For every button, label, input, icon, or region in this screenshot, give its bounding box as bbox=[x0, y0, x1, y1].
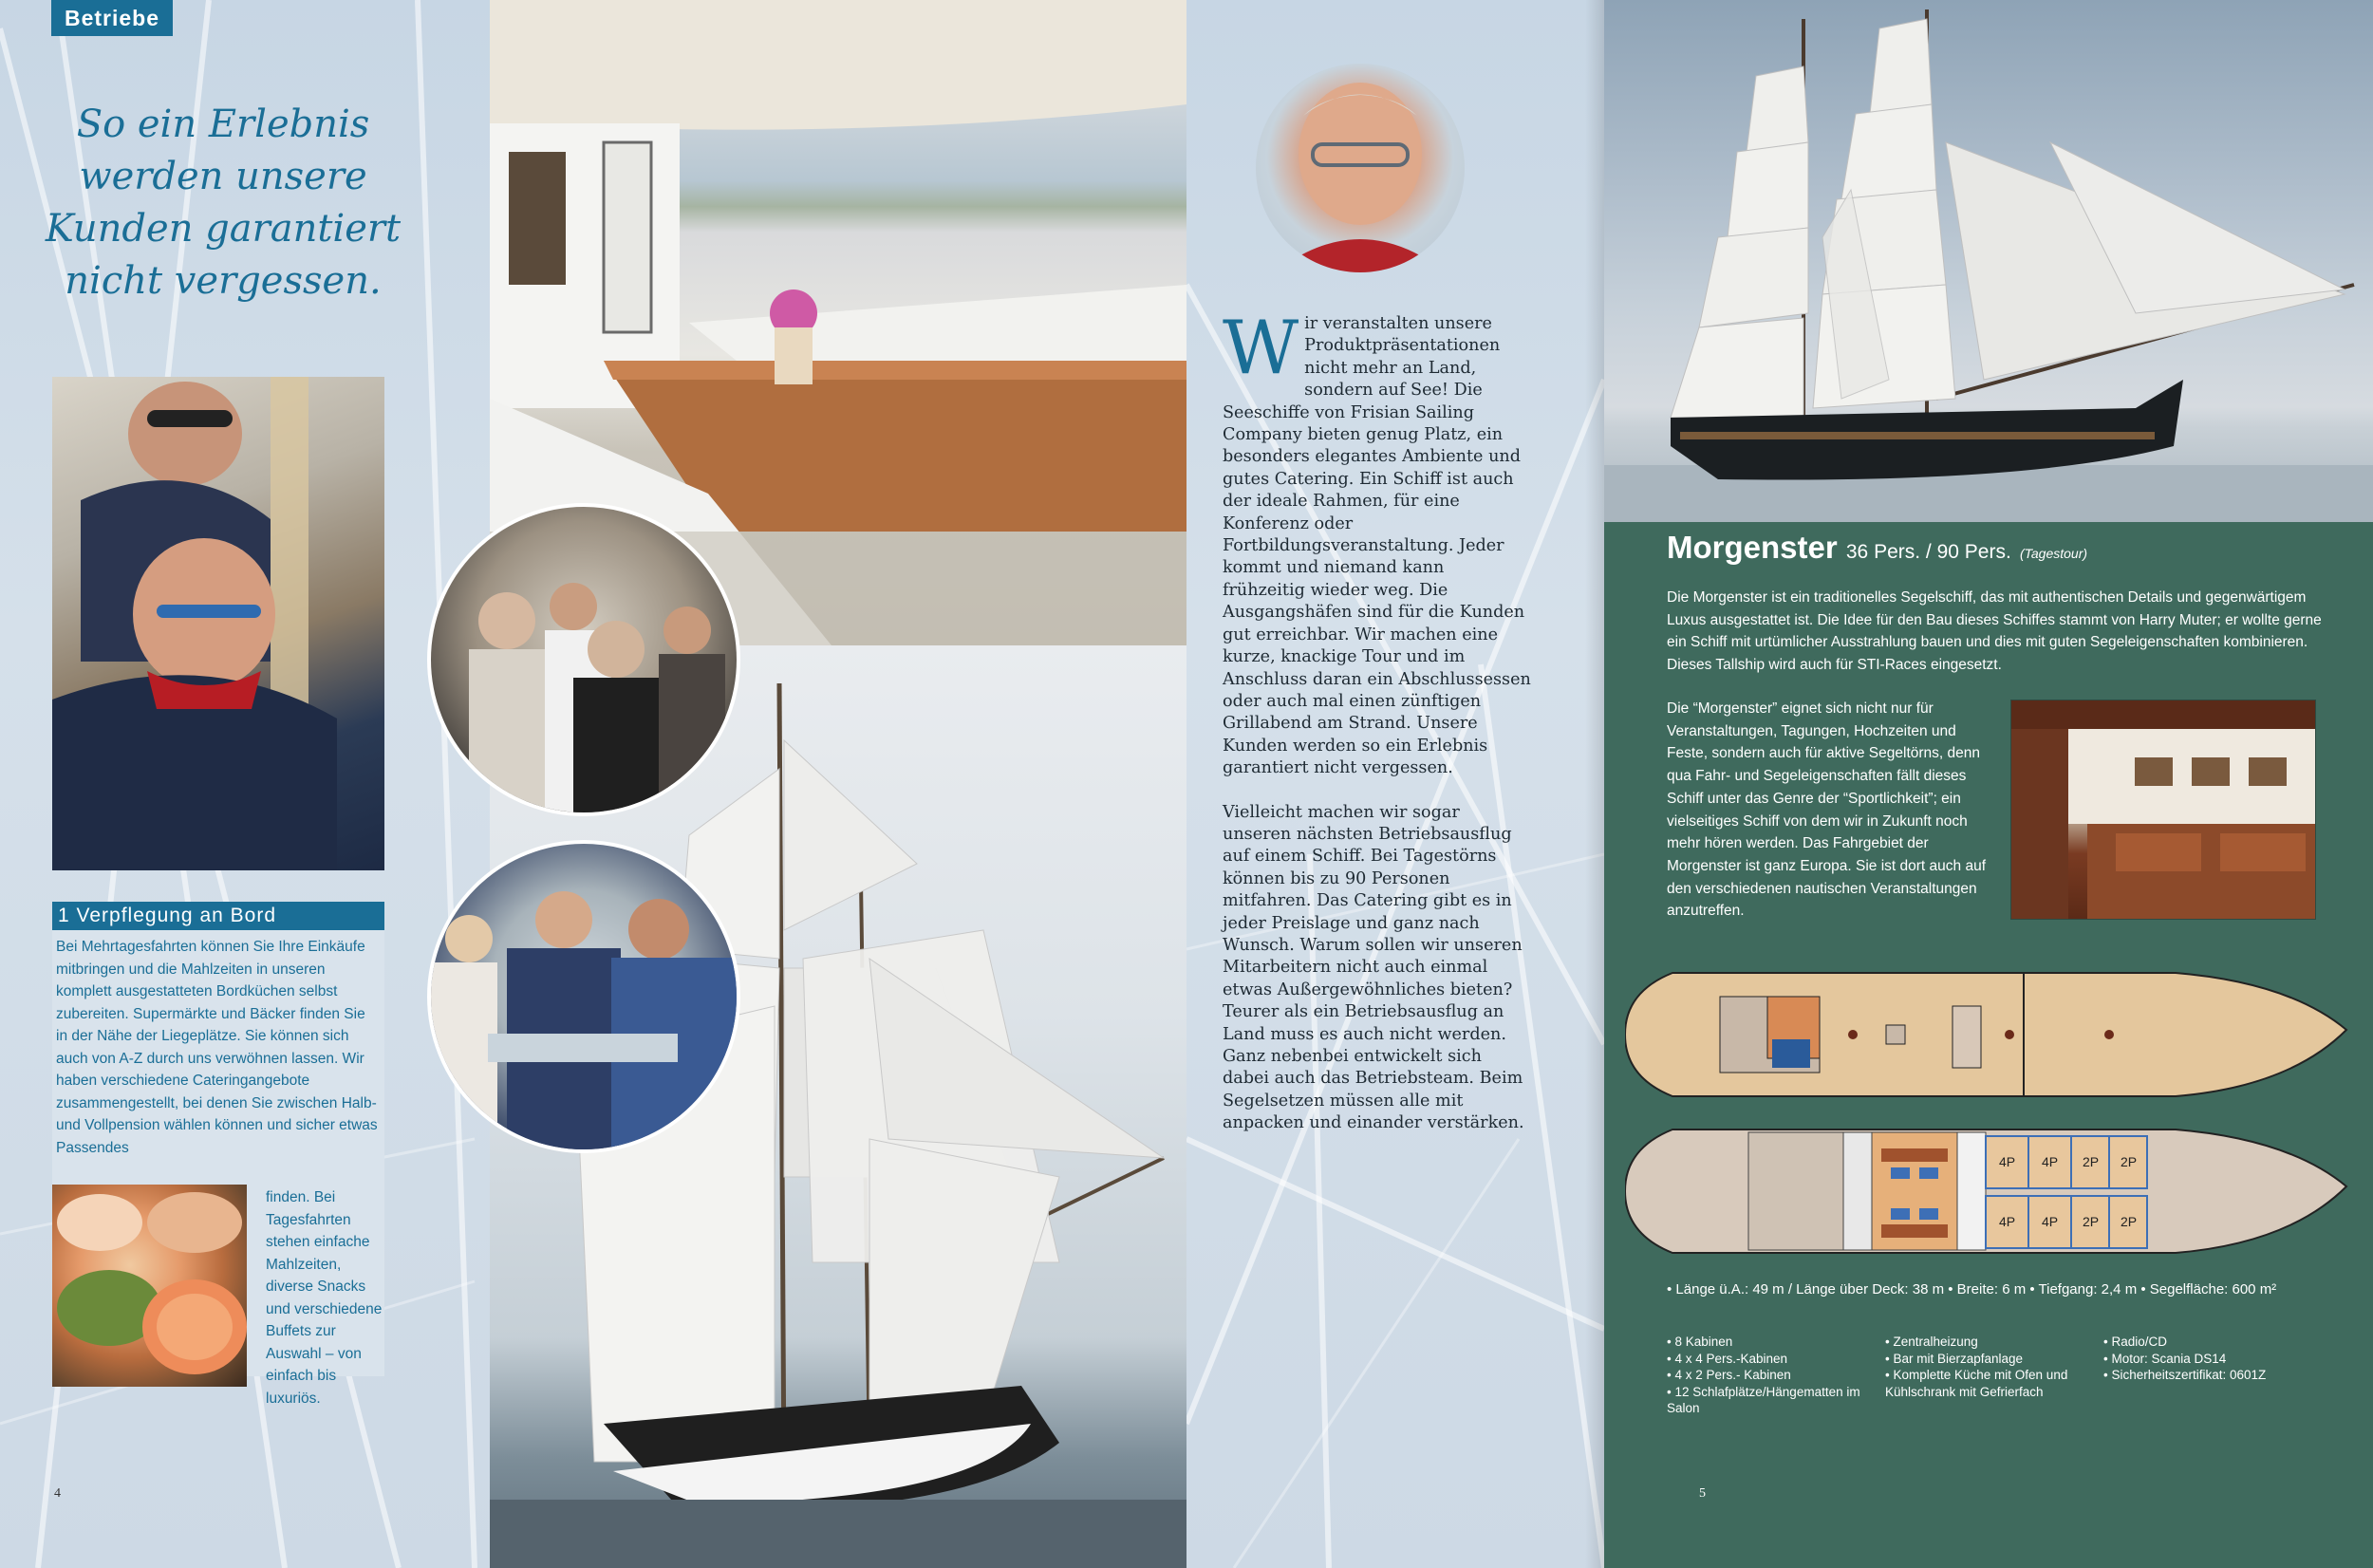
features-column-1 bbox=[1667, 1334, 1885, 1417]
cabin-label: 4P bbox=[1999, 1154, 2016, 1169]
article-paragraph-1 bbox=[1223, 306, 1531, 780]
ship-capacity: 36 Pers. / 90 Pers. bbox=[1845, 541, 2011, 563]
feature-item: • 4 x 4 Pers.-Kabinen bbox=[1667, 1351, 1788, 1366]
cabin-label: 4P bbox=[1999, 1214, 2016, 1229]
feature-item: • Radio/CD bbox=[2103, 1335, 2167, 1349]
food-photo bbox=[52, 1185, 247, 1387]
headline: So ein Erlebnis werden unsere Kunden garantiert nicht vergessen. bbox=[45, 103, 402, 303]
catering-section-text: Bei Mehrtagesfahrten können Sie Ihre Einkäufe mitbringen und die Mahlzeiten in unseren komplett ausgestatteten Bordküchen selbst zubereiten. Supermärkte und Bäcker finden Sie in der Nähe der Liegeplätze. Sie können sich auch von A-Z durch uns verwöhnen lassen. Wir haben verschiedene Cateringangebote zusammengestellt, bei denen Sie zwischen Halb- und Vollpension wählen können und sicher etwas Passendes bbox=[56, 939, 378, 1156]
ship-features bbox=[1667, 1334, 2360, 1417]
cabin-label: 2P bbox=[2121, 1154, 2138, 1169]
group-circle-photo bbox=[427, 503, 740, 816]
catering-section-heading: 1 Verpflegung an Bord bbox=[52, 902, 384, 930]
deck-plan bbox=[1625, 963, 2365, 1267]
feature-item: • Komplette Küche mit Ofen und Kühlschrank mit Gefrierfach bbox=[1885, 1368, 2068, 1399]
crew-photo bbox=[52, 377, 384, 870]
features-column-3 bbox=[2103, 1334, 2322, 1417]
interior-photo bbox=[2010, 700, 2316, 920]
section-tag: Betriebe bbox=[51, 0, 173, 36]
cabin-label: 2P bbox=[2121, 1214, 2138, 1229]
catering-circle-photo bbox=[427, 840, 740, 1153]
page-number-right: 5 bbox=[1699, 1486, 1706, 1501]
feature-item: • Bar mit Bierzapfanlage bbox=[1885, 1351, 2024, 1366]
feature-item: • Zentralheizung bbox=[1885, 1335, 1978, 1349]
morgenster-photo bbox=[1604, 0, 2373, 522]
feature-item: • Motor: Scania DS14 bbox=[2103, 1351, 2227, 1366]
ship-specs: • Länge ü.A.: 49 m / Länge über Deck: 38 m • Breite: 6 m • Tiefgang: 2,4 m • Segelfläche: 600 m² bbox=[1667, 1281, 2277, 1297]
dropcap: W bbox=[1223, 306, 1299, 391]
ship-name: Morgenster bbox=[1667, 530, 1838, 565]
cabin-label: 4P bbox=[2042, 1154, 2059, 1169]
portrait-circle-photo bbox=[1256, 64, 1465, 272]
ship-capacity-note: (Tagestour) bbox=[2019, 546, 2088, 561]
cabin-label: 2P bbox=[2083, 1214, 2100, 1229]
ship-description-1: Die Morgenster ist ein traditionelles Segelschiff, das mit authentischen Details und gegenwärtigem Luxus ausgestattet ist. Die Idee für den Bau dieses Schiffes stammt von Harry Muter; er wollte gerne ein Schiff mit urtümlicher Ausstrahlung bauen und dies mit guten Segeleigenschaften kombinieren. Dieses Tallship wird auch für STI-Races eingesetzt. bbox=[1667, 589, 2322, 674]
right-page bbox=[1604, 0, 2373, 1568]
feature-item: • Sicherheitszertifikat: 0601Z bbox=[2103, 1368, 2267, 1382]
gutter-shadow bbox=[1585, 0, 1604, 1568]
article-paragraph-1-text: ir veranstalten unsere Produktpräsentationen nicht mehr an Land, sondern auf See! Die Seeschiffe von Frisian Sailing Company bieten genug Platz, ein besonders elegantes Ambiente und gutes Catering. Ein Schiff ist auch der ideale Rahmen, für eine Konferenz oder Fortbildungsveranstaltung. Jeder kommt und niemand kann frühzeitig wieder weg. Die Ausgangshäfen sind für die Kunden gut erreichbar. Wir machen eine kurze, knackige Tour und im Anschluss daran ein Abschlussessen oder auch mal einen zünftigen Grillabend am Strand. Unsere Kunden werden so ein Erlebnis garantiert nicht vergessen. bbox=[1223, 314, 1531, 778]
feature-item: • 12 Schlafplätze/Hängematten im Salon bbox=[1667, 1384, 1860, 1415]
feature-item: • 8 Kabinen bbox=[1667, 1335, 1733, 1349]
cabin-label: 4P bbox=[2042, 1214, 2059, 1229]
features-column-2 bbox=[1885, 1334, 2103, 1417]
main-article-text bbox=[1223, 306, 1531, 1157]
cabin-label: 2P bbox=[2083, 1154, 2100, 1169]
ship-description-2: Die “Morgenster” eignet sich nicht nur für Veranstaltungen, Tagungen, Hochzeiten und Feste, sondern auch für aktive Segeltörns, denn qua Fahr- und Segeleigenschaften fällt dieses Schiff unter das Genre der “Sportlichkeit”; ein vielseitiges Schiff von dem wir in Zukunft noch mehr hören werden. Das Fahrgebiet der Morgenster ist ganz Europa. Sie ist dort auch auf den verschiedenen nautischen Veranstaltungen anzutreffen. bbox=[1667, 700, 1987, 920]
ship-name-heading bbox=[1667, 530, 2087, 566]
page-number-left: 4 bbox=[54, 1486, 61, 1501]
article-paragraph-2: Vielleicht machen wir sogar unseren nächsten Betriebsausflug auf einem Schiff. Bei Tagestörns können bis zu 90 Personen mitfahren. Das Catering gibt es in jeder Preislage und ganz nach Wunsch. Warum sollen wir unseren Mitarbeitern nicht auch einmal etwas Außergewöhnliches bieten? Teurer als ein Betriebsausflug an Land muss es auch nicht werden. Ganz nebenbei entwickelt sich dabei auch das Betriebsteam. Beim Segelsetzen müssen alle mit anpacken und einander verstärken. bbox=[1223, 802, 1524, 1133]
catering-section-side-text: finden. Bei Tagesfahrten stehen einfache Mahlzeiten, diverse Snacks und verschiedene Buffets zur Auswahl – von einfach bis luxuriös. bbox=[266, 1189, 383, 1407]
feature-item: • 4 x 2 Pers.- Kabinen bbox=[1667, 1368, 1791, 1382]
